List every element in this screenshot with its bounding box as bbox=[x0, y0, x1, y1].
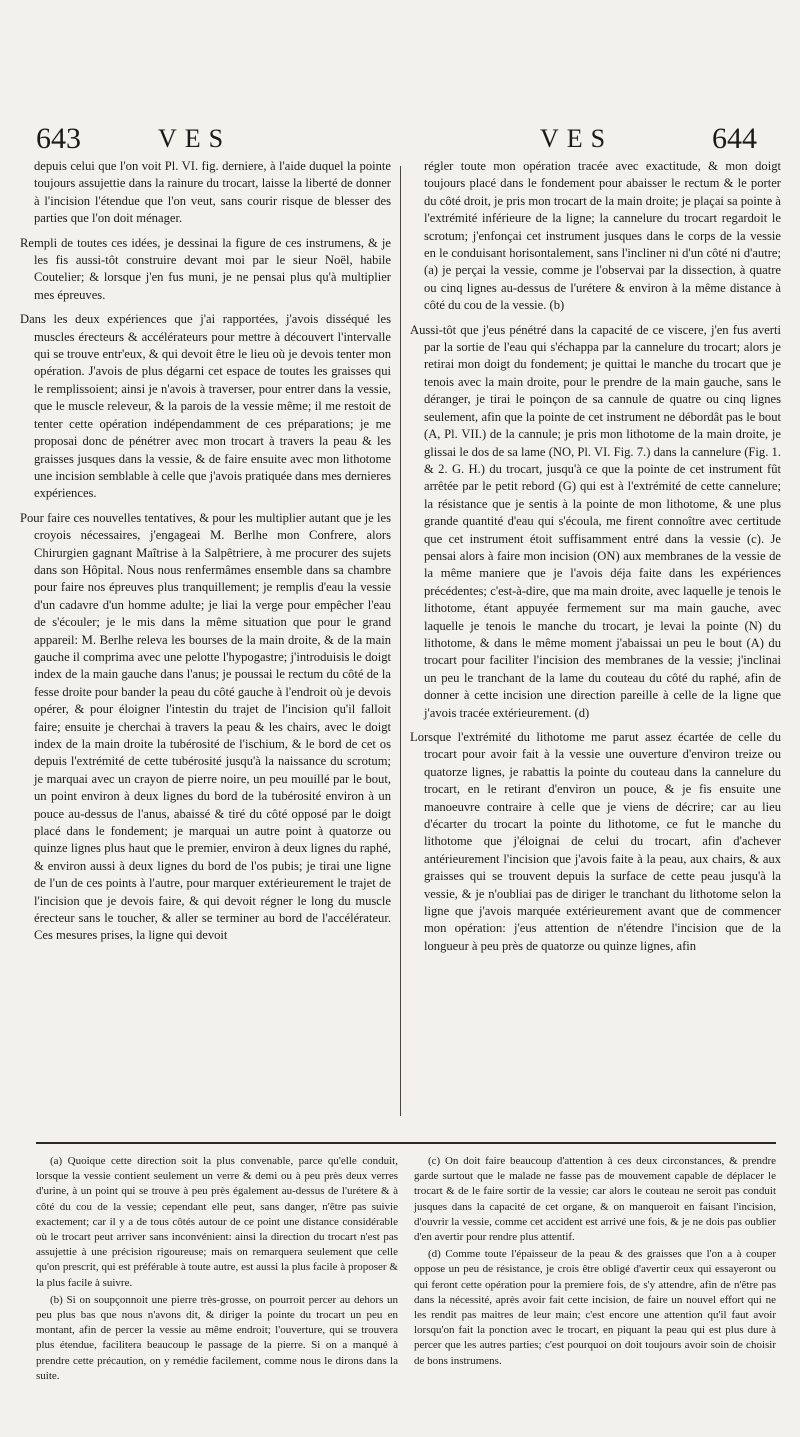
right-headword: VES bbox=[540, 124, 614, 153]
right-column bbox=[410, 158, 781, 962]
footnote-rule bbox=[36, 1142, 776, 1144]
paragraph: Lorsque l'extrémité du lithotome me parut assez écartée de celle du trocart pour avoir fait à la vessie une ouverture d'environ treize ou quatorze lignes, je rabattis la pointe du couteau dans la cannelure du trocart, en le retirant d'environ un pouce, & je fis ensuite une manoeuvre contraire à celle que je viens de décrire; car au lieu d'écarter du trocart la pointe du lithotome, ce fut le manche du lithotome que j'éloignai de celui du trocart, afin d'achever antérieurement l'incision que j'avois faite à la peau, aux chairs, & aux graisses qui se trouvent depuis la surface de cette peau jusqu'à la vessie, & je n'oubliai pas de diriger le tranchant du lithotome selon la ligne que j'avois marquée extérieurement avant que de commencer mon opération: j'eus attention de n'étendre l'incision que de la longueur à peu près de quatorze ou quinze lignes, afin bbox=[410, 730, 781, 953]
left-headword: VES bbox=[158, 124, 232, 153]
footnote: (b) Si on soupçonnoit une pierre très-grosse, on pourroit percer au dehors un peu plus bas que nous n'avons dit, & diriger la pointe du trocart un peu en montant, afin de percer la vessie au même endroit; l'ouverture, qui se trouvera plus étendue, facilitera beaucoup le passage de la pierre. Si on a manqué à prendre cette précaution, on y remédie facilement, comme nous le dirons dans la suite. bbox=[36, 1293, 398, 1382]
footnotes-left bbox=[36, 1154, 398, 1386]
running-header bbox=[0, 122, 800, 158]
footnote: (c) On doit faire beaucoup d'attention à ces deux circonstances, & prendre garde surtout que le malade ne fasse pas de mouvement capable de déplacer le trocart & de le faire sortir de la vessie; car alors le couteau ne seroit pas conduit jusques dans la capacité de cet organe, & on manqueroit en faisant l'incision, d'ouvrir la vessie, comme cet accident est arrivé une fois, & je ne dois pas oublier d'en avertir pour rendre plus attentif. bbox=[414, 1155, 776, 1244]
left-column bbox=[20, 158, 391, 952]
paragraph: depuis celui que l'on voit Pl. VI. fig. derniere, à l'aide duquel la pointe toujours assujettie dans la rainure du trocart, laisse la liberté de donner à l'incision l'étendue que l'on veut, sans courir risque de blesser des parties que l'on doit ménager. bbox=[34, 159, 391, 226]
right-page-number: 644 bbox=[712, 122, 757, 155]
footnote: (d) Comme toute l'épaisseur de la peau & des graisses que l'on a à couper oppose un peu de résistance, je crois être obligé d'avertir ceux qui essayeront ou qui feront cette opération pour la premiere fois, de s'y attendre, afin de n'être pas dans la nécessité, après avoir fait cette incision, de faire un nouvel effort qui ne les rendit pas maitres de leur main; c'est encore une attention qu'il faut avoir lorsqu'on fait la ponction avec le trocart, en piquant la peau qui est plus dure à percer que les autres parties; c'est pourquoi on doit toujours avoir soin de choisir de bons instrumens. bbox=[414, 1248, 776, 1367]
left-page-number: 643 bbox=[36, 122, 81, 155]
footnote: (a) Quoique cette direction soit la plus convenable, parce qu'elle conduit, lorsque la vessie contient seulement un verre & demi ou à peu près deux verres d'urine, à un point qui se trouve à peu près également au-dessus de l'urétere & à côté du cou de la vessie; cependant elle peut, sans danger, n'être pas suivie exactement; car il y a de tous côtés autour de ce point une distance considérable où le trocart peut arriver sans inconvénient: ainsi la direction du trocart n'est pas assujettie à une précision rigoureuse; mais on remarquera seulement que celle qu'on prescrit, qui est préférable à toute autre, est aussi la plus facile à proposer & la plus facile à suivre. bbox=[36, 1155, 398, 1289]
paragraph: régler toute mon opération tracée avec exactitude, & mon doigt toujours placé dans le fondement pour abaisser le rectum & le porter du côté droit, je pris mon trocart de la main droite; je plaçai sa pointe à l'extrémité inférieure de la ligne; la cannelure du trocart regardoit le scrotum; j'enfonçai cet instrument jusques dans le corps de la vessie en le conduisant horisontalement, sans l'incliner ni d'un côté ni d'autre; (a) je perçai la vessie, comme je l'observai par la dissection, à quatre ou cinq lignes au-dessus de l'urétere & environ à la même distance à côté du cou de la vessie. (b) bbox=[424, 159, 781, 313]
column-divider bbox=[400, 166, 401, 1116]
paragraph: Dans les deux expériences que j'ai rapportées, j'avois disséqué les muscles érecteurs & accélérateurs pour mettre à découvert l'intervalle qui se trouve entr'eux, & qui devoit être le lieu où je devois tenter mon opération. J'avois de plus dégarni cet espace de toutes les graisses qui le remplissoient; ainsi je n'avois à traverser, pour entrer dans la vessie, que le muscle releveur, & la parois de la vessie même; il me restoit de tenter cette opération indépendamment de ces préparations; je me proposai donc de pénétrer avec mon trocart à travers la peau & les graisses jusques dans la vessie, & de faire ensuite avec mon lithotome une incision semblable à celle que j'avois pratiquée dans mes dernieres expériences. bbox=[20, 312, 391, 501]
paragraph: Aussi-tôt que j'eus pénétré dans la capacité de ce viscere, j'en fus averti par la sortie de l'eau qui s'échappa par la cannelure du trocart; alors je retirai mon doigt du fondement; je quittai le manche du trocart que je tenois avec la main droite, pour le prendre de la main gauche, sans le déranger, je tirai le poinçon de sa cannule de quatre ou cinq lignes seulement, afin que la pointe de cet instrument ne débordât pas le bout (A, Pl. VII.) de la cannule; je pris mon lithotome de la main droite, je glissai le dos de sa lame (NO, Pl. VI. Fig. 7.) dans la cannelure (Fig. 1. & 2. G. H.) du trocart, jusqu'à ce que la pointe de cet instrument fût arrêtée par le petit rebord (G) qui est à l'extrémité de cette cannelure; la résistance que je sentis à la pointe de mon lithotome, & une plus grande quantité d'eau qui s'écoula, me firent connoître avec certitude que cet instrument étoit suffisamment entré dans la vessie (c). Je pensai alors à faire mon incision (ON) aux membranes de la vessie de la même maniere que je l'avois déja faite dans les expériences précédentes; c'est-à-dire, que ma main droite, avec laquelle je tenois le lithotome, étant appuyée fermement sur ma main gauche, avec laquelle je tenois le manche du trocart, je levai la pointe (N) du lithotome, & dans le même moment j'abaissai un peu le bout (A) du trocart pour faciliter l'incision des membranes de la vessie; j'inclinai un peu le tranchant de la lame du couteau du côté du raphé, afin de donner à cette incision une direction pareille à celle de la ligne que j'avois tracée extérieurement. (d) bbox=[410, 322, 781, 720]
footnotes-right bbox=[414, 1154, 776, 1371]
paragraph: Pour faire ces nouvelles tentatives, & pour les multiplier autant que je les croyois nécessaires, j'engageai M. Berlhe mon Confrere, alors Chirurgien gagnant Maîtrise à la Salpêtriere, à me procurer des sujets dans son Hôpital. Nous nous renfermâmes ensemble dans sa chambre pour faire nos épreuves plus tranquillement; je remplis d'eau la vessie d'un cadavre d'un homme adulte; je liai la verge pour empêcher l'eau de s'écouler; je le mis dans la même situation que pour le grand appareil: M. Berlhe releva les bourses de la main droite, & de la main gauche il comprima avec une pelotte l'hypogastre; j'introduisis le doigt index de la main gauche dans l'anus; je poussai le rectum du côté de la fesse droite pour bander la peau du côté gauche à l'endroit où je devois opérer, & pour éloigner l'intestin du trajet de l'incision qu'il falloit faire; ensuite je cherchai à travers la peau & les chairs, avec le doigt index de la main droite la tubérosité de l'ischium, & le bord de cet os depuis l'extrémité de cette tubérosité jusqu'à la naissance du scrotum; je marquai avec un crayon de pierre noire, un peu mouillé par le bout, un point environ à deux lignes du bord de la tubérosité environ à un pouce au-dessus de l'anus, abaissé & tiré du côté opposé par le doigt placé dans le fondement; je marquai un autre point à quatorze ou quinze lignes plus haut que le premier, environ à deux lignes du raphé, & environ aussi à deux lignes du bord de l'os pubis; je tirai une ligne de l'un de ces points à l'autre, pour marquer extérieurement le trajet de l'incision que je devois faire, & qui devoit régner le long du muscle érecteur sans le toucher, & aller se terminer au bord de l'accélérateur. Ces mesures prises, la ligne qui devoit bbox=[20, 510, 391, 943]
paragraph: Rempli de toutes ces idées, je dessinai la figure de ces instrumens, & je les fis aussi-tôt construire devant moi par le sieur Noël, habile Coutelier; & lorsque j'en fus muni, je ne pensai plus qu'à multiplier mes épreuves. bbox=[20, 235, 391, 302]
